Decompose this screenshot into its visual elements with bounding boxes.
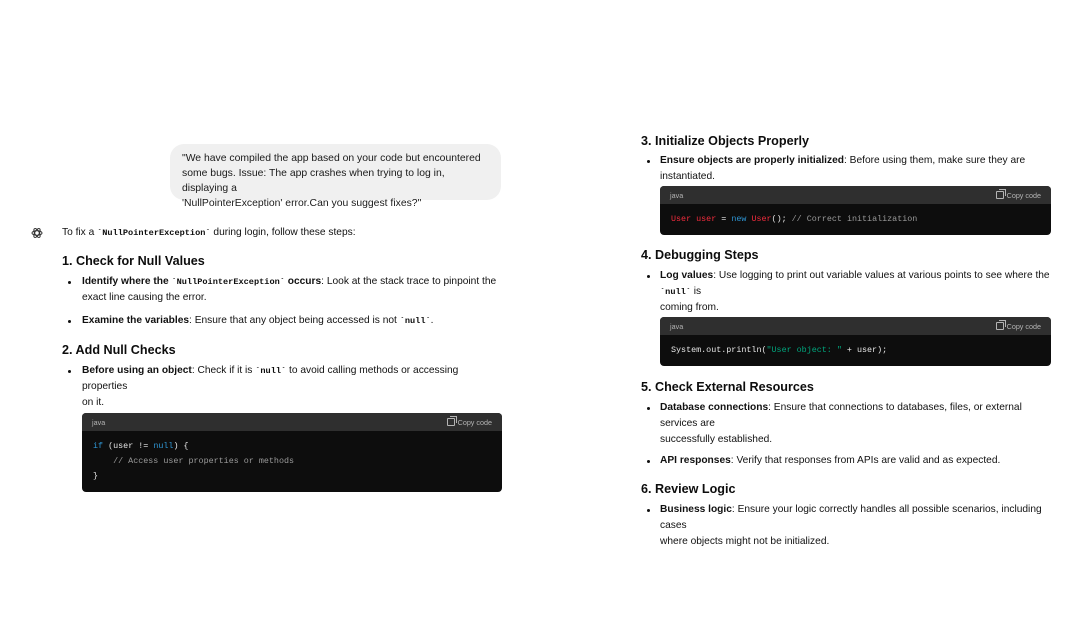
item-text: coming from.: [660, 302, 719, 313]
item-bold: Ensure objects are properly initialized: [660, 155, 844, 166]
item-text: : Check if it is: [191, 365, 256, 376]
code-token: User: [751, 214, 772, 224]
code-token: ) {: [173, 441, 189, 451]
response-intro: [62, 225, 502, 241]
code-token: System.out.println(: [671, 345, 767, 355]
item-bold: Examine the variables: [82, 315, 190, 326]
item-text: .: [430, 315, 434, 326]
section-list: [641, 268, 1051, 316]
item-text: : Verify that responses from APIs are valid and as expected.: [730, 455, 1001, 466]
item-text: on it.: [82, 397, 105, 408]
item-bold: Before using an object: [82, 365, 192, 376]
intro-text: during login, follow these steps:: [210, 227, 356, 238]
code-token: (user !=: [103, 441, 154, 451]
section-heading: 3. Initialize Objects Properly: [641, 134, 809, 148]
section-list: [641, 400, 1051, 469]
code-language-label: java: [670, 190, 684, 200]
list-item: [62, 363, 502, 411]
item-bold: [82, 276, 321, 287]
section-list: [62, 363, 502, 411]
item-text: : Before using them, make sure they are instantiated.: [660, 155, 1026, 182]
section-list: [62, 274, 502, 329]
bold-text: occurs: [284, 276, 322, 287]
list-item: [641, 153, 1051, 185]
item-text: : Ensure that any object being accessed is not: [189, 315, 400, 326]
copy-code-button[interactable]: [996, 322, 1041, 331]
user-message-line: 'NullPointerException' error.Can you suggest fixes?": [182, 198, 422, 209]
section-heading: 6. Review Logic: [641, 482, 736, 496]
copy-icon: [996, 191, 1004, 199]
code-line: [671, 212, 1040, 227]
item-text: exact line causing the error.: [82, 292, 207, 303]
code-token: null: [153, 441, 174, 451]
inline-code: `null`: [399, 316, 431, 326]
code-content: [660, 335, 1051, 366]
section-list: [641, 153, 1051, 185]
copy-icon: [447, 418, 455, 426]
item-text: successfully established.: [660, 434, 773, 445]
code-token: User: [671, 214, 692, 224]
code-language-label: java: [670, 321, 684, 331]
inline-code: `null`: [660, 287, 691, 297]
inline-code: `NullPointerException`: [97, 228, 211, 238]
item-text: is: [690, 286, 702, 297]
code-block-header: [82, 413, 502, 431]
inline-code: `null`: [255, 366, 287, 376]
item-bold: Database connections: [660, 402, 769, 413]
user-message-line: "We have compiled the app based on your code but encountered: [182, 153, 481, 164]
code-language-label: java: [92, 417, 106, 427]
list-item: [641, 400, 1051, 448]
code-token: + user);: [841, 345, 888, 355]
item-bold: Business logic: [660, 504, 732, 515]
item-bold: Log values: [660, 270, 714, 281]
copy-code-button[interactable]: [447, 418, 492, 427]
section-heading: 1. Check for Null Values: [62, 254, 205, 268]
code-block: [660, 186, 1051, 235]
list-item: [641, 453, 1051, 469]
code-token: =: [716, 214, 732, 224]
code-line: }: [93, 471, 99, 481]
assistant-logo-icon: [31, 227, 43, 239]
code-block-header: [660, 186, 1051, 204]
item-text: : Use logging to print out variable values at various points to see where the: [713, 270, 1050, 281]
assistant-response-left: [62, 225, 502, 492]
user-message-bubble: [170, 144, 501, 209]
list-item: [62, 313, 502, 329]
section-heading: 2. Add Null Checks: [62, 343, 176, 357]
code-token: if: [93, 441, 104, 451]
code-token: new: [731, 214, 747, 224]
code-line: [93, 439, 491, 454]
bold-text: Identify where the: [82, 276, 172, 287]
code-content: [660, 204, 1051, 235]
copy-code-label: Copy code: [1006, 321, 1041, 331]
code-token: "User object: ": [766, 345, 842, 355]
code-token: // Correct initialization: [791, 214, 918, 224]
section-list: [641, 502, 1051, 550]
section-heading: 4. Debugging Steps: [641, 248, 759, 262]
code-content: [82, 431, 502, 492]
item-bold: API responses: [660, 455, 731, 466]
code-block: [660, 317, 1051, 366]
code-block-header: [660, 317, 1051, 335]
copy-code-button[interactable]: [996, 191, 1041, 200]
copy-code-label: Copy code: [1006, 190, 1041, 200]
item-text: : Ensure your logic correctly handles all possible scenarios, including cases: [660, 504, 1042, 531]
user-message-line: some bugs. Issue: The app crashes when trying to log in, displaying a: [182, 168, 445, 194]
copy-icon: [996, 322, 1004, 330]
section-heading: 5. Check External Resources: [641, 380, 814, 394]
assistant-response-right: [641, 134, 1051, 550]
code-token: ();: [771, 214, 792, 224]
intro-text: To fix a: [62, 227, 98, 238]
item-text: : Ensure that connections to databases, files, or external services are: [660, 402, 1022, 429]
list-item: [62, 274, 502, 306]
code-block: [82, 413, 502, 492]
inline-code: `NullPointerException`: [171, 277, 285, 287]
list-item: [641, 502, 1051, 550]
copy-code-label: Copy code: [457, 417, 492, 427]
code-line: // Access user properties or methods: [93, 456, 295, 466]
code-token: user: [691, 214, 717, 224]
item-text: : Look at the stack trace to pinpoint the: [321, 276, 497, 287]
item-text: to avoid calling methods or accessing properties: [82, 365, 459, 392]
list-item: [641, 268, 1051, 316]
item-text: where objects might not be initialized.: [660, 536, 830, 547]
code-line: [671, 343, 1040, 358]
